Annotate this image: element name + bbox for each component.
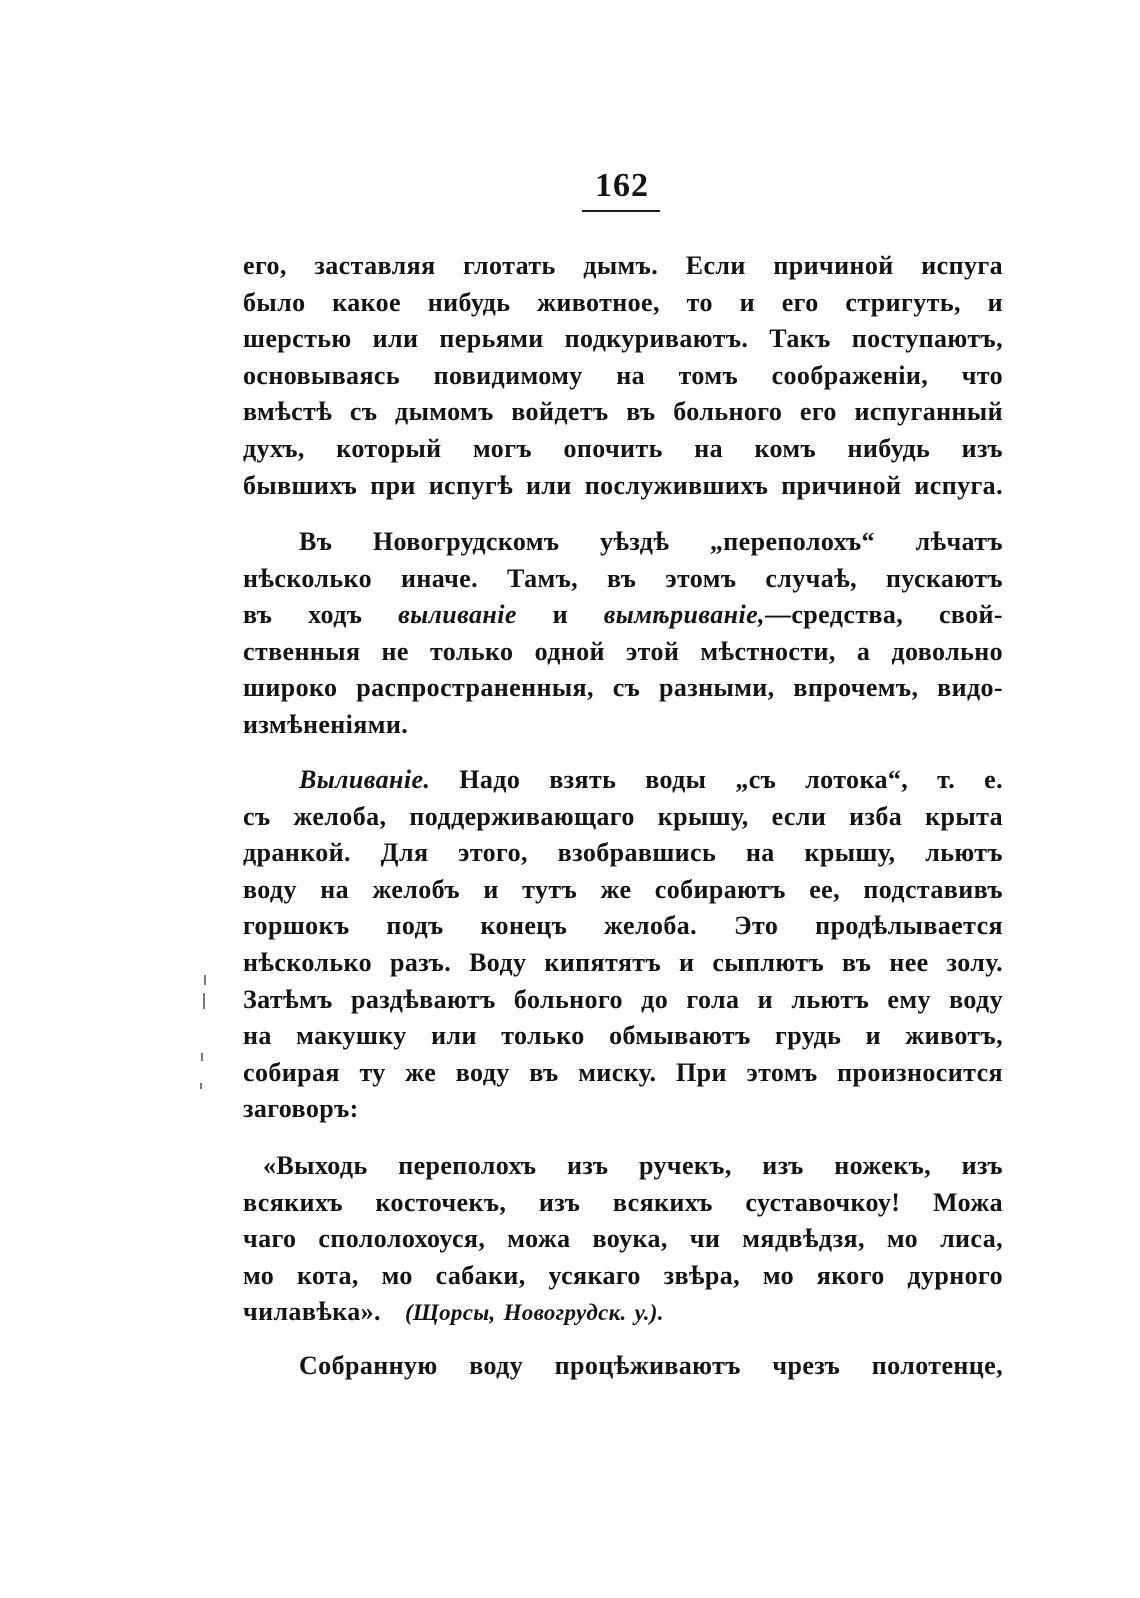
text-fragment: Надо взять воды „съ лотока“, т. е. — [430, 765, 1003, 794]
scan-mark — [204, 975, 206, 985]
page-number-underline — [582, 210, 660, 212]
incantation-quote — [243, 1148, 1003, 1332]
text-line: ственныя не только одной этой мѣстности, а довольно — [243, 636, 1003, 666]
text-line: собирая ту же воду въ миску. При этомъ произносится — [243, 1057, 1003, 1087]
text-line: заговоръ: — [243, 1094, 359, 1124]
text-line: вмѣстѣ съ дымомъ войдетъ въ больного его испуганный — [243, 397, 1003, 427]
text-line: бывшихъ при испугѣ или послужившихъ причиной испуга. — [243, 470, 1003, 500]
text-line: дранкой. Для этого, взобравшись на крышу, льютъ — [243, 838, 1003, 868]
text-line: съ желоба, поддерживающаго крышу, если изба крыта — [243, 801, 1003, 831]
quote-line: чаго спололохоуся, можа воука, чи мядвѣдзя, мо лиса, — [243, 1224, 1003, 1254]
text-line: горшокъ подъ конецъ желоба. Это продѣлывается — [243, 911, 1003, 941]
term-vylivanie: выливанiе — [398, 600, 517, 630]
text-fragment: и — [516, 600, 604, 630]
text-fragment: въ ходъ — [243, 600, 399, 630]
text-line: нѣсколько разъ. Воду кипятятъ и сыплютъ въ нее золу. — [243, 947, 1003, 977]
scan-mark — [203, 993, 205, 1009]
paragraph-3 — [243, 762, 1003, 1128]
section-term-vylivanie: Выливанiе. — [299, 765, 431, 794]
text-line: шерстью или перьями подкуриваютъ. Такъ поступаютъ, — [243, 324, 1003, 354]
quote-line: мо кота, мо сабаки, усякаго звѣра, мо якого дурного — [243, 1260, 1003, 1290]
text-line: воду на желобъ и тутъ же собираютъ ее, подставивъ — [243, 874, 1003, 904]
text-fragment: —средства, свой- — [764, 600, 1003, 630]
text-line-with-term — [243, 762, 1003, 799]
text-line: измѣненiями. — [243, 709, 409, 739]
text-line: широко распространенныя, съ разными, впрочемъ, видо- — [243, 673, 1003, 703]
paragraph-1 — [243, 248, 1003, 504]
text-line: было какое нибудь животное, то и его стригуть, и — [243, 287, 1003, 317]
text-line: основываясь повидимому на томъ соображенiи, что — [243, 360, 1003, 390]
text-line: нѣсколько иначе. Тамъ, въ этомъ случаѣ, пускаютъ — [243, 563, 1003, 593]
scan-mark — [201, 1053, 203, 1061]
text-line: духъ, который могъ опочить на комъ нибудь изъ — [243, 433, 1003, 463]
quote-line: «Выходь переполохъ изъ ручекъ, изъ ножекъ, изъ — [263, 1151, 1003, 1180]
text-line: на макушку или только обмываютъ грудь и животъ, — [243, 1021, 1003, 1051]
quote-source: (Щорсы, Новогрудск. у.). — [404, 1300, 664, 1326]
paragraph-2 — [243, 524, 1003, 744]
text-line: Въ Новогрудскомъ уѣздѣ „переполохъ“ лѣчатъ — [299, 527, 1003, 556]
scan-mark — [200, 1083, 202, 1089]
page-number: 162 — [595, 167, 649, 204]
paragraph-4 — [243, 1348, 1003, 1385]
text-line: его, заставляя глотать дымъ. Если причиной испуга — [243, 251, 1003, 280]
quote-text: чилавѣка». — [243, 1297, 381, 1327]
text-line: Затѣмъ раздѣваютъ больного до гола и льютъ ему воду — [243, 984, 1003, 1014]
quote-last-line — [243, 1294, 1003, 1332]
text-line-with-terms — [243, 597, 1003, 634]
margin-scan-marks — [198, 975, 208, 1115]
text-line: Собранную воду процѣживаютъ чрезъ полотенце, — [299, 1351, 1003, 1380]
term-vymerivanie: вымѣриванiе, — [603, 600, 765, 630]
quote-line: всякихъ косточекъ, изъ всякихъ суставочкоу! Можа — [243, 1187, 1003, 1217]
